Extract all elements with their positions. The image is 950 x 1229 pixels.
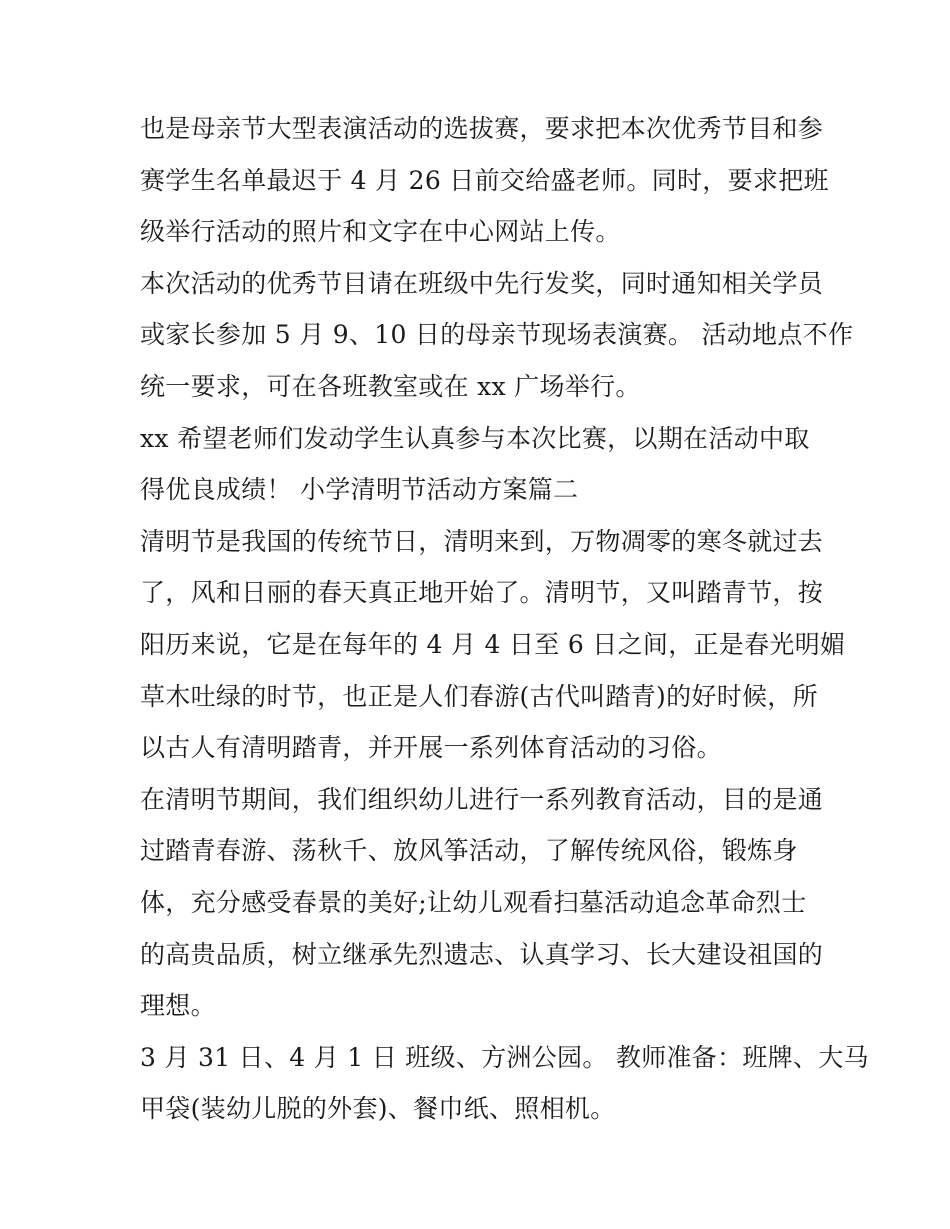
text-line: 赛学生名单最迟于 4 月 26 日前交给盛老师。同时，要求把班 [140,165,829,195]
text-line: 甲袋(装幼儿脱的外套)、餐巾纸、照相机。 [140,1094,616,1124]
text-line: 得优良成绩！ 小学清明节活动方案篇二 [140,475,579,505]
text-line: 也是母亲节大型表演活动的选拔赛，要求把本次优秀节目和参 [140,114,824,143]
text-line: 或家长参加 5 月 9、10 日的母亲节现场表演赛。 活动地点不作 [140,320,854,350]
text-line: 的高贵品质，树立继承先烈遗志、认真学习、长大建设祖国的 [140,939,824,969]
text-line: 了，风和日丽的春天真正地开始了。清明节，又叫踏青节，按 [140,578,824,608]
text-line: 过踏青春游、荡秋千、放风筝活动，了解传统风俗，锻炼身 [140,836,798,866]
document-body [140,103,869,1135]
text-line: 理想。 [140,991,216,1021]
text-line: 清明节是我国的传统节日，清明来到，万物凋零的寒冬就过去 [140,526,824,556]
text-line: 级举行活动的照片和文字在中心网站上传。 [140,217,621,247]
text-line: 以古人有清明踏青，并开展一系列体育活动的习俗。 [140,733,722,763]
text-line: 统一要求，可在各班教室或在 xx 广场举行。 [140,371,641,401]
text-line: 本次活动的优秀节目请在班级中先行发奖，同时通知相关学员 [140,268,824,298]
text-line: 草木吐绿的时节，也正是人们春游(古代叫踏青)的好时候，所 [140,681,818,711]
text-line: 在清明节期间，我们组织幼儿进行一系列教育活动，目的是通 [140,784,824,814]
text-line: xx 希望老师们发动学生认真参与本次比赛，以期在活动中取 [140,423,810,453]
text-line: 3 月 31 日、4 月 1 日 班级、方洲公园。 教师准备：班牌、大马 [140,1042,869,1072]
text-line: 阳历来说，它是在每年的 4 月 4 日至 6 日之间，正是春光明媚 [140,629,846,659]
text-line: 体，充分感受春景的美好;让幼儿观看扫墓活动追念革命烈士 [140,887,807,917]
